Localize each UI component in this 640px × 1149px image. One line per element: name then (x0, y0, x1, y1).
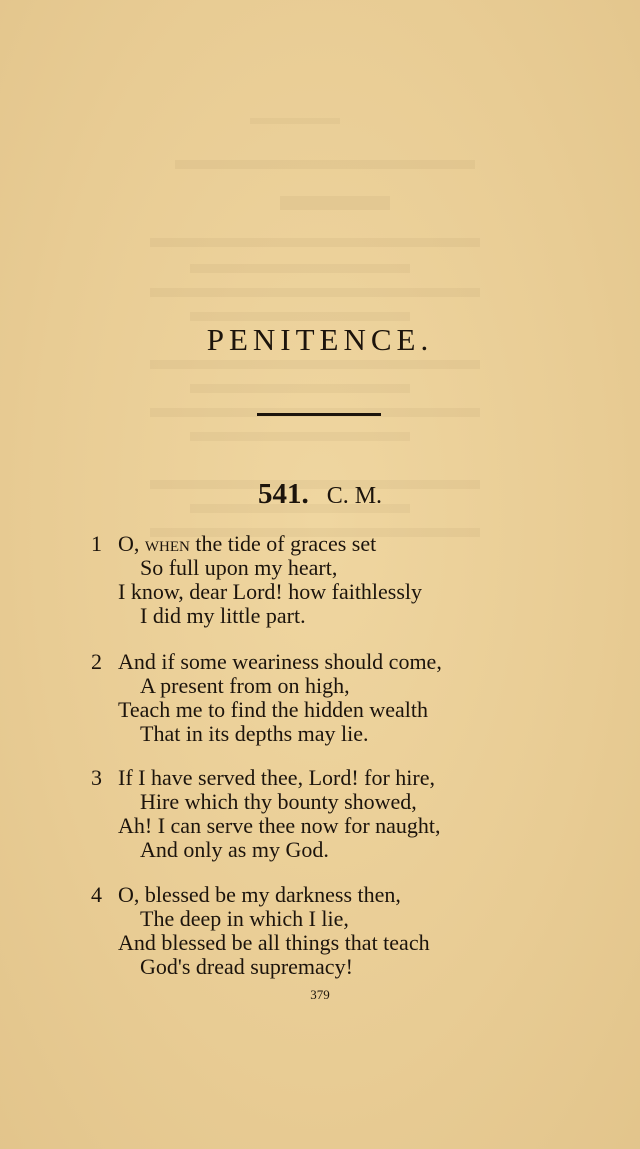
stanza-line: I know, dear Lord! how faithlessly (118, 579, 423, 604)
stanza-line: Hire which thy bounty showed, (140, 789, 417, 814)
hymn-number: 541. (257, 478, 309, 510)
stanza-line: God's dread supremacy! (140, 954, 353, 979)
hymn-header (0, 478, 640, 511)
stanza-line: If I have served thee, Lord! for hire, (118, 765, 436, 790)
line-lead: O, (118, 531, 145, 556)
hymn-meter: C. M. (326, 483, 383, 509)
stanza-line: And if some weariness should come, (118, 649, 442, 674)
stanza-line: Ah! I can serve thee now for naught, (118, 813, 441, 838)
line-smallcaps-word: when (144, 531, 190, 556)
section-title: PENITENCE. (206, 322, 434, 357)
title-divider (257, 413, 381, 416)
page-number: 379 (310, 987, 330, 1002)
stanza-line: So full upon my heart, (140, 555, 338, 580)
stanza-line: O, blessed be my darkness then, (118, 882, 401, 907)
stanza-line: That in its depths may lie. (140, 721, 369, 746)
stanza-line (118, 532, 376, 557)
stanza-line: And only as my God. (140, 837, 329, 862)
stanza-line: I did my little part. (140, 603, 306, 628)
stanza-number: 3 (91, 765, 102, 790)
stanza-number: 2 (91, 649, 102, 674)
stanza-line: A present from on high, (140, 673, 350, 698)
stanza-line: The deep in which I lie, (140, 906, 349, 931)
stanza-line: Teach me to find the hidden wealth (118, 697, 429, 722)
line-rest: the tide of graces set (189, 531, 377, 556)
stanza-number: 1 (91, 531, 102, 556)
stanza-line: And blessed be all things that teach (118, 930, 430, 955)
stanza-number: 4 (91, 882, 102, 907)
